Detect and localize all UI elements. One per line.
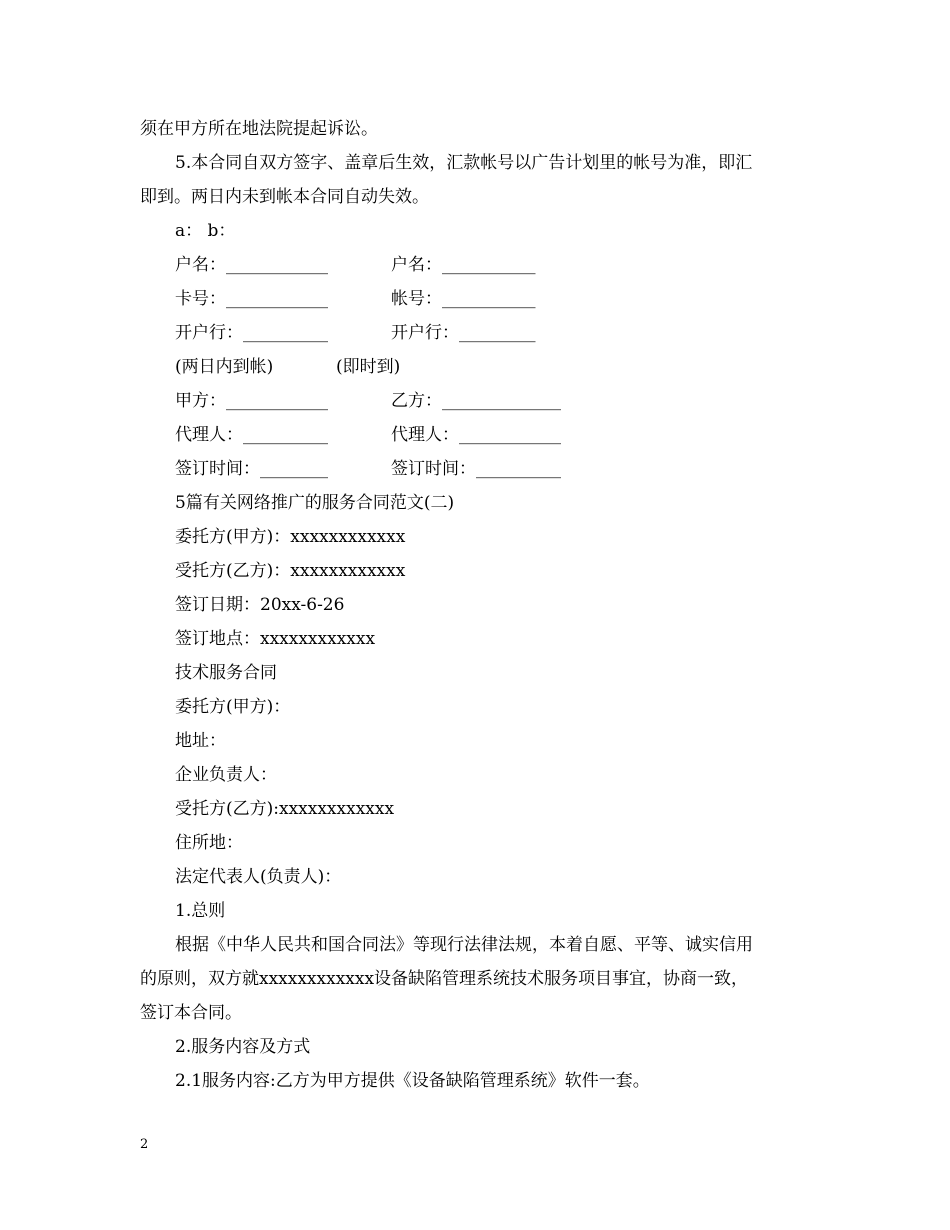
account-left: 签订时间：________: [175, 459, 328, 479]
paragraph-line: 根据《中华人民共和国合同法》等现行法律法规，本着自愿、平等、诚实信用: [175, 935, 753, 955]
paragraph-line: 受托方(乙方):xxxxxxxxxxxx: [175, 799, 395, 819]
paragraph-line: 签订地点：xxxxxxxxxxxx: [175, 629, 376, 649]
account-left: 代理人：__________: [175, 425, 328, 445]
paragraph-line: 地址：: [175, 731, 226, 751]
paragraph-line: 受托方(乙方)：xxxxxxxxxxxx: [175, 561, 406, 581]
paragraph-line: 2.1服务内容:乙方为甲方提供《设备缺陷管理系统》软件一套。: [175, 1071, 650, 1091]
paragraph-line: 企业负责人：: [175, 765, 277, 785]
account-left: (两日内到帐): [175, 357, 274, 377]
section-title: 5篇有关网络推广的服务合同范文(二): [175, 493, 455, 513]
account-right: 签订时间：__________: [391, 459, 561, 479]
paragraph-line: 的原则，双方就xxxxxxxxxxxx设备缺陷管理系统技术服务项目事宜，协商一致，: [140, 969, 749, 989]
party-labels: a： b：: [175, 221, 236, 241]
section-heading: 2.服务内容及方式: [175, 1037, 311, 1057]
account-right: 乙方：______________: [391, 391, 561, 411]
account-left: 甲方：____________: [175, 391, 328, 411]
account-right: 户名：___________: [391, 255, 536, 275]
paragraph-line: 须在甲方所在地法院提起诉讼。: [140, 119, 378, 139]
paragraph-line: 5.本合同自双方签字、盖章后生效，汇款帐号以广告计划里的帐号为准，即汇: [175, 153, 753, 173]
paragraph-line: 委托方(甲方)：: [175, 697, 291, 717]
account-right: (即时到): [336, 357, 401, 377]
page-number: 2: [140, 1137, 149, 1152]
paragraph-line: 住所地：: [175, 833, 243, 853]
section-heading: 1.总则: [175, 901, 226, 921]
account-right: 开户行：_________: [391, 323, 536, 343]
paragraph-line: 签订日期：20xx-6-26: [175, 595, 345, 615]
account-right: 代理人：____________: [391, 425, 561, 445]
paragraph-line: 委托方(甲方)：xxxxxxxxxxxx: [175, 527, 406, 547]
contract-title: 技术服务合同: [175, 663, 277, 683]
account-left: 户名：____________: [175, 255, 328, 275]
account-left: 卡号：____________: [175, 289, 328, 309]
account-right: 帐号：___________: [391, 289, 536, 309]
paragraph-line: 法定代表人(负责人)：: [175, 867, 342, 887]
account-left: 开户行：__________: [175, 323, 328, 343]
paragraph-line: 签订本合同。: [140, 1003, 242, 1023]
paragraph-line: 即到。两日内未到帐本合同自动失效。: [140, 187, 429, 207]
